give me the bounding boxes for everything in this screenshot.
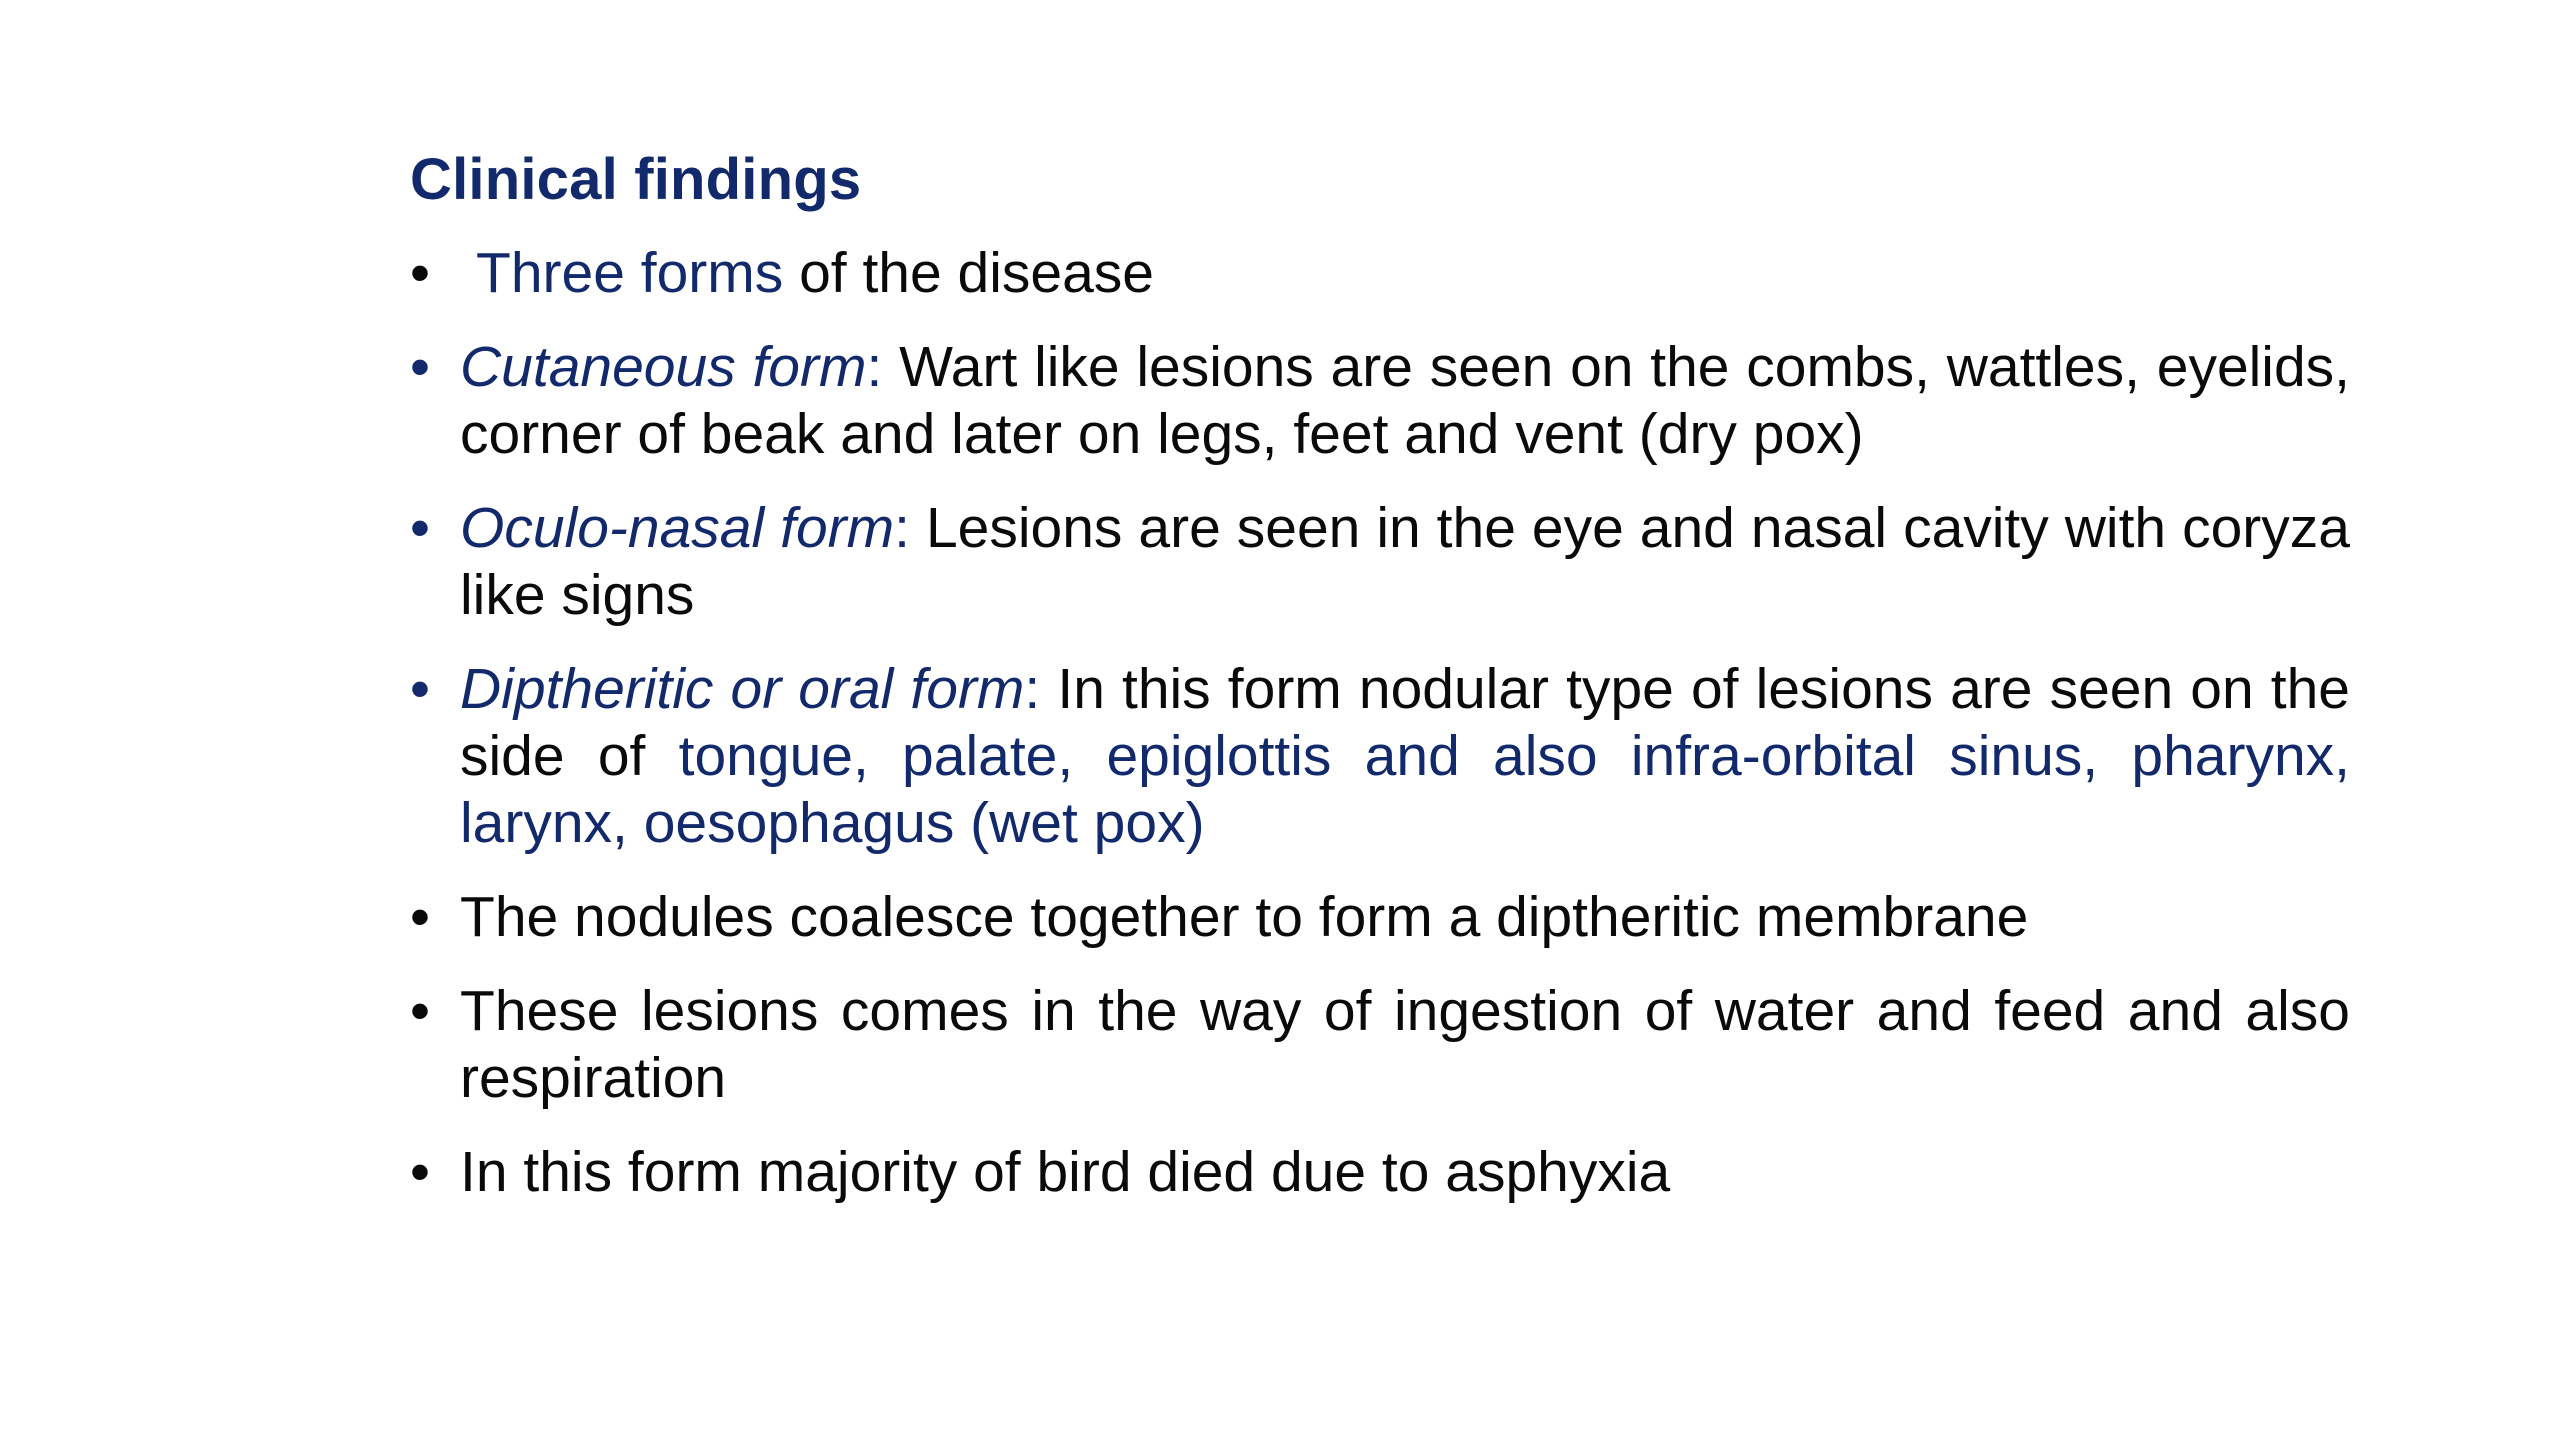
- bullet-text-segment: of the disease: [783, 241, 1155, 305]
- slide-title: Clinical findings: [410, 147, 862, 212]
- bullet-marker: •: [410, 979, 430, 1043]
- bullet-text-segment: In this form nodular type of lesions are seen on the side of: [460, 657, 2350, 788]
- bullet-text-segment: Three forms: [476, 241, 784, 305]
- bullet-text-segment: Diptheritic or oral form: [460, 657, 1025, 721]
- bullet-marker: •: [410, 335, 430, 399]
- bullet-text-segment: Cutaneous form: [460, 335, 867, 399]
- bullet-nodules-coalesce: [410, 884, 2350, 951]
- bullet-three-forms: [410, 240, 2350, 307]
- bullet-text-segment: These lesions comes in the way of ingestion of water and feed and also respiration: [460, 979, 2350, 1110]
- bullet-text-segment: Oculo-nasal form: [460, 496, 895, 560]
- bullet-text-segment: :: [894, 496, 910, 560]
- bullet-oculo-nasal-form: [410, 495, 2350, 629]
- bullet-marker: •: [410, 1140, 430, 1204]
- bullet-marker: •: [410, 657, 430, 721]
- bullet-marker: •: [410, 885, 430, 949]
- bullet-text-segment: In this form majority of bird died due to asphyxia: [460, 1140, 1671, 1204]
- bullet-text-segment: Lesions are seen in the eye and nasal cavity with coryza like signs: [460, 496, 2350, 627]
- bullet-marker: •: [410, 496, 430, 560]
- bullet-lesions-ingestion: [410, 978, 2350, 1112]
- bullet-text-segment: :: [866, 335, 883, 399]
- bullet-text-segment: :: [1024, 657, 1041, 721]
- bullet-asphyxia: [410, 1139, 2350, 1206]
- bullet-marker: •: [410, 241, 430, 305]
- bullet-cutaneous-form: [410, 334, 2350, 468]
- bullet-text-segment: tongue, palate, epiglottis and also infra-orbital sinus, pharynx, larynx, oesophagus (wet pox): [460, 724, 2351, 855]
- bullet-text-segment: The nodules coalesce together to form a diptheritic membrane: [460, 885, 2029, 949]
- bullet-text-segment: Wart like lesions are seen on the combs, wattles, eyelids, corner of beak and later on legs, feet and vent (dry pox): [460, 335, 2351, 466]
- bullet-diptheritic-form: [410, 656, 2350, 857]
- bullet-list: [410, 240, 2350, 1233]
